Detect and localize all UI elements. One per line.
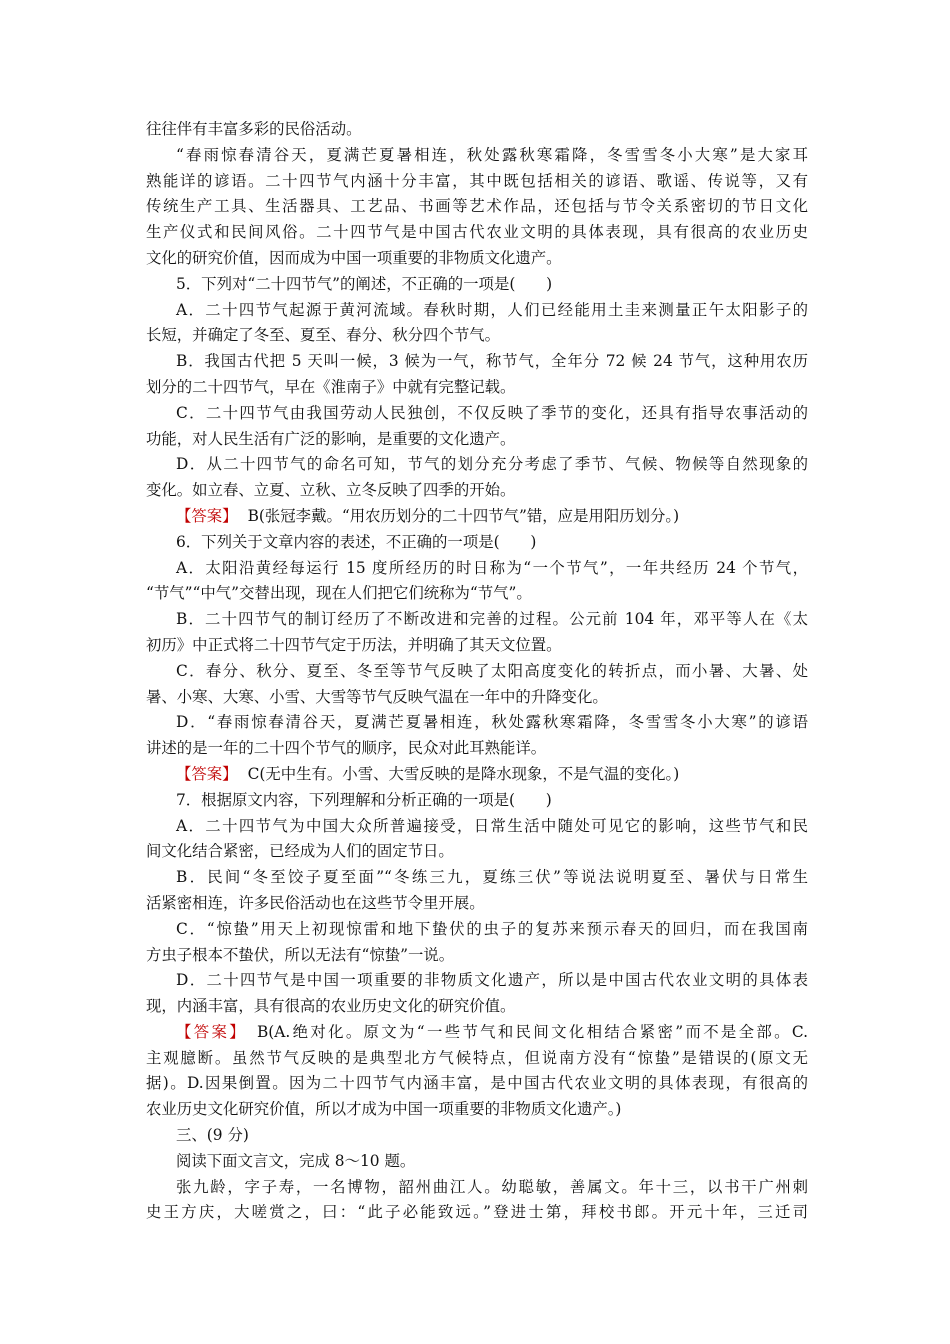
text-line	[146, 581, 808, 607]
text-line	[146, 607, 808, 633]
line-text: “春雨惊春清谷天，夏满芒夏暑相连，秋处露秋寒霜降，冬雪雪冬小大寒”是大家耳	[176, 145, 808, 164]
line-text: C．春分、秋分、夏至、冬至等节气反映了太阳高度变化的转折点，而小暑、大暑、处	[176, 661, 808, 680]
line-text: “节气”“中气”交替出现，现在人们把它们统称为“节气”。	[146, 584, 532, 603]
line-text: C．“惊蛰”用天上初现惊雷和地下蛰伏的虫子的复苏来预示春天的回归，而在我国南	[176, 919, 808, 938]
text-line	[146, 427, 808, 453]
line-text: 活紧密相连，许多民俗活动也在这些节令里开展。	[146, 893, 485, 912]
text-line	[146, 169, 808, 195]
line-text: 生产仪式和民间风俗。二十四节气是中国古代农业文明的具体表现，具有很高的农业历史	[146, 223, 808, 242]
line-text: A．二十四节气为中国大众所普遍接受，日常生活中随处可见它的影响，这些节气和民	[176, 816, 808, 835]
line-text: 5．下列对“二十四节气”的阐述，不正确的一项是( )	[176, 274, 553, 293]
text-line	[146, 839, 808, 865]
text-line	[146, 917, 808, 943]
line-text: B．我国古代把 5 天叫一候，3 候为一气，称节气，全年分 72 候 24 节气，这种用农历	[176, 352, 808, 371]
line-text: 传统生产工具、生活器具、工艺品、书画等艺术作品，还包括与节令关系密切的节日文化	[146, 197, 808, 216]
text-line	[146, 117, 808, 143]
line-text: B(张冠李戴。“用农历划分的二十四节气”错，应是用阳历划分。)	[247, 506, 680, 525]
text-line	[146, 556, 808, 582]
line-text: 现，内涵丰富，具有很高的农业历史文化的研究价值。	[146, 997, 516, 1016]
text-line	[146, 1200, 808, 1226]
line-text: B．二十四节气的制订经历了不断改进和完善的过程。公元前 104 年，邓平等人在《太	[176, 610, 808, 629]
answer-label: 【答案】	[176, 1022, 247, 1041]
line-text: 变化。如立春、立夏、立秋、立冬反映了四季的开始。	[146, 481, 516, 500]
line-text: 6．下列关于文章内容的表述，不正确的一项是( )	[176, 532, 537, 551]
text-line	[146, 891, 808, 917]
line-text: 讲述的是一年的二十四个节气的顺序，民众对此耳熟能详。	[146, 739, 547, 758]
document-body	[146, 117, 808, 1226]
line-text: 主观臆断。虽然节气反映的是典型北方气候特点，但说南方没有“惊蛰”是错误的(原文无	[146, 1048, 808, 1067]
text-line	[146, 246, 808, 272]
text-line	[146, 401, 808, 427]
line-text: B(A.绝对化。原文为“一些节气和民间文化相结合紧密”而不是全部。C.	[256, 1022, 808, 1041]
text-line	[146, 220, 808, 246]
text-line	[146, 865, 808, 891]
line-text: D．“春雨惊春清谷天，夏满芒夏暑相连，秋处露秋寒霜降，冬雪雪冬小大寒”的谚语	[176, 713, 808, 732]
text-line	[146, 1046, 808, 1072]
text-line	[146, 736, 808, 762]
line-text: 往往伴有丰富多彩的民俗活动。	[146, 120, 362, 138]
text-line	[146, 659, 808, 685]
answer-line	[146, 504, 808, 530]
text-line	[146, 272, 808, 298]
line-text: 文化的研究价值，因而成为中国一项重要的非物质文化遗产。	[146, 248, 562, 267]
answer-label: 【答案】	[176, 506, 238, 525]
text-line	[146, 1123, 808, 1149]
answer-line	[146, 1020, 808, 1046]
answer-label: 【答案】	[176, 764, 238, 783]
line-text: 史王方庆，大嗟赏之，曰：“此子必能致远。”登进士第，拜校书郎。开元十年，三迁司	[146, 1203, 808, 1222]
text-line	[146, 530, 808, 556]
text-line	[146, 1071, 808, 1097]
line-text: 熟能详的谚语。二十四节气内涵十分丰富，其中既包括相关的谚语、歌谣、传说等，又有	[146, 171, 808, 190]
line-text: 据)。D.因果倒置。因为二十四节气内涵丰富，是中国古代农业文明的具体表现，有很高的	[146, 1074, 808, 1093]
line-text: 张九龄，字子寿，一名博物，韶州曲江人。幼聪敏，善属文。年十三，以书干广州刺	[176, 1177, 808, 1196]
text-line	[146, 298, 808, 324]
line-text: 长短，并确定了冬至、夏至、春分、秋分四个节气。	[146, 326, 500, 345]
line-text: C(无中生有。小雪、大雪反映的是降水现象，不是气温的变化。)	[247, 764, 680, 783]
text-line	[146, 143, 808, 169]
text-line	[146, 1175, 808, 1201]
text-line	[146, 814, 808, 840]
text-line	[146, 1149, 808, 1175]
line-text: D．从二十四节气的命名可知，节气的划分充分考虑了季节、气候、物候等自然现象的	[176, 455, 808, 474]
line-text: 功能，对人民生活有广泛的影响，是重要的文化遗产。	[146, 429, 516, 448]
line-text: 农业历史文化研究价值，所以才成为中国一项重要的非物质文化遗产。)	[146, 1100, 622, 1119]
line-text: 暑、小寒、大寒、小雪、大雪等节气反映气温在一年中的升降变化。	[146, 687, 608, 706]
text-line	[146, 788, 808, 814]
line-text: 7．根据原文内容，下列理解和分析正确的一项是( )	[176, 790, 552, 809]
line-text: 间文化结合紧密，已经成为人们的固定节日。	[146, 842, 454, 861]
text-line	[146, 452, 808, 478]
text-line	[146, 943, 808, 969]
text-line	[146, 710, 808, 736]
line-text: 划分的二十四节气，早在《淮南子》中就有完整记载。	[146, 377, 516, 396]
text-line	[146, 323, 808, 349]
answer-line	[146, 762, 808, 788]
line-text: 初历》中正式将二十四节气定于历法，并明确了其天文位置。	[146, 635, 562, 654]
line-text: C．二十四节气由我国劳动人民独创，不仅反映了季节的变化，还具有指导农事活动的	[176, 403, 808, 422]
text-line	[146, 968, 808, 994]
text-line	[146, 633, 808, 659]
line-text: 方虫子根本不蛰伏，所以无法有“惊蛰”一说。	[146, 945, 455, 964]
text-line	[146, 685, 808, 711]
text-line	[146, 994, 808, 1020]
line-text: D．二十四节气是中国一项重要的非物质文化遗产，所以是中国古代农业文明的具体表	[176, 971, 808, 990]
line-text: 阅读下面文言文，完成 8～10 题。	[176, 1151, 416, 1170]
text-line	[146, 375, 808, 401]
line-text: B．民间“冬至饺子夏至面”“冬练三九，夏练三伏”等说法说明夏至、暑伏与日常生	[176, 868, 808, 887]
text-line	[146, 349, 808, 375]
text-line	[146, 194, 808, 220]
line-text: A．太阳沿黄经每运行 15 度所经历的时日称为“一个节气”，一年共经历 24 个节气，	[176, 558, 808, 577]
text-line	[146, 478, 808, 504]
text-line	[146, 1097, 808, 1123]
line-text: A．二十四节气起源于黄河流域。春秋时期，人们已经能用土圭来测量正午太阳影子的	[176, 300, 808, 319]
line-text: 三、(9 分)	[176, 1126, 249, 1145]
